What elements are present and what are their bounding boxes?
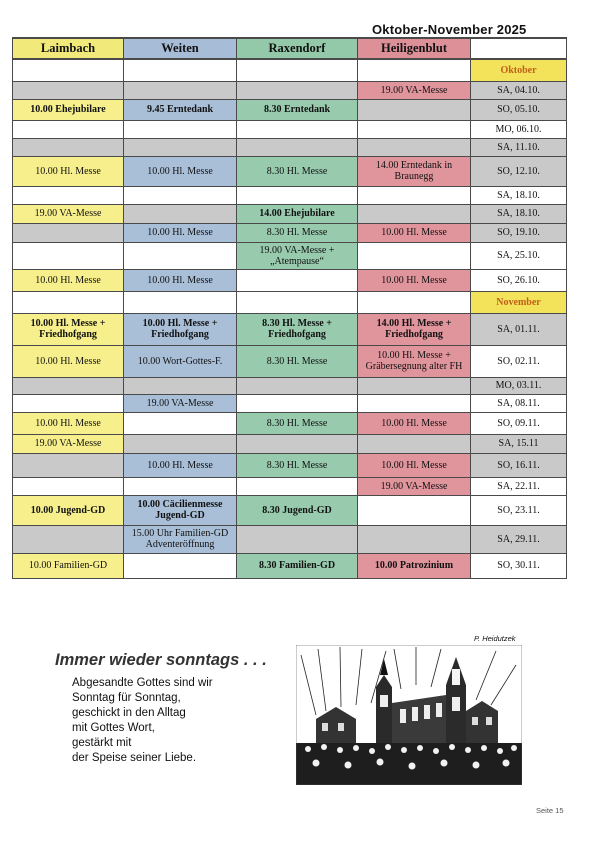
event-cell-heiligenblut — [358, 525, 471, 553]
month-label: Oktober — [471, 59, 567, 81]
event-cell-weiten — [124, 242, 237, 269]
event-cell-heiligenblut — [358, 495, 471, 525]
event-cell-laimbach — [13, 394, 124, 412]
event-cell-weiten — [124, 553, 237, 578]
poem-line: geschickt in den Alltag — [72, 707, 186, 719]
empty-cell — [237, 291, 358, 313]
schedule-body — [13, 59, 567, 578]
event-cell-heiligenblut: 10.00 Hl. Messe — [358, 412, 471, 434]
empty-cell — [237, 59, 358, 81]
date-cell: SA, 11.10. — [471, 138, 567, 156]
event-cell-weiten: 10.00 Hl. Messe — [124, 269, 237, 291]
event-cell-raxendorf: 19.00 VA-Messe + „Atempause“ — [237, 242, 358, 269]
event-cell-weiten — [124, 186, 237, 204]
schedule-row — [13, 453, 567, 477]
month-row — [13, 291, 567, 313]
empty-cell — [13, 59, 124, 81]
date-cell: SA, 01.11. — [471, 313, 567, 345]
empty-cell — [124, 291, 237, 313]
event-cell-laimbach — [13, 525, 124, 553]
event-cell-weiten — [124, 412, 237, 434]
event-cell-raxendorf — [237, 434, 358, 453]
event-cell-weiten: 10.00 Hl. Messe + Friedhofgang — [124, 313, 237, 345]
empty-cell — [358, 291, 471, 313]
event-cell-laimbach — [13, 477, 124, 495]
event-cell-heiligenblut: 10.00 Patrozinium — [358, 553, 471, 578]
event-cell-laimbach — [13, 453, 124, 477]
event-cell-heiligenblut — [358, 99, 471, 120]
poem-line: Abgesandte Gottes sind wir — [72, 677, 213, 689]
event-cell-raxendorf: 8.30 Hl. Messe — [237, 345, 358, 377]
event-cell-laimbach — [13, 81, 124, 99]
event-cell-heiligenblut: 10.00 Hl. Messe — [358, 453, 471, 477]
event-cell-laimbach — [13, 242, 124, 269]
month-row — [13, 59, 567, 81]
event-cell-weiten — [124, 204, 237, 223]
month-label: November — [471, 291, 567, 313]
schedule-row — [13, 156, 567, 186]
event-cell-raxendorf: 8.30 Familien-GD — [237, 553, 358, 578]
event-cell-raxendorf — [237, 81, 358, 99]
schedule-row — [13, 434, 567, 453]
empty-cell — [13, 291, 124, 313]
event-cell-weiten: 9.45 Erntedank — [124, 99, 237, 120]
event-cell-raxendorf: 8.30 Hl. Messe — [237, 412, 358, 434]
event-cell-raxendorf — [237, 394, 358, 412]
event-cell-heiligenblut: 10.00 Hl. Messe — [358, 223, 471, 242]
date-cell: SA, 08.11. — [471, 394, 567, 412]
schedule-row — [13, 138, 567, 156]
event-cell-raxendorf: 8.30 Hl. Messe — [237, 223, 358, 242]
poem-line: gestärkt mit — [72, 737, 132, 749]
event-cell-weiten: 10.00 Cäcilienmesse Jugend-GD — [124, 495, 237, 525]
event-cell-raxendorf — [237, 120, 358, 138]
date-cell: SA, 22.11. — [471, 477, 567, 495]
event-cell-raxendorf: 8.30 Hl. Messe + Friedhofgang — [237, 313, 358, 345]
event-cell-laimbach: 10.00 Jugend-GD — [13, 495, 124, 525]
date-cell: SO, 16.11. — [471, 453, 567, 477]
schedule-row — [13, 242, 567, 269]
event-cell-laimbach: 10.00 Ehejubilare — [13, 99, 124, 120]
schedule-row — [13, 81, 567, 99]
event-cell-heiligenblut — [358, 377, 471, 394]
schedule-table — [12, 37, 567, 579]
date-cell: SA, 18.10. — [471, 186, 567, 204]
event-cell-heiligenblut: 10.00 Hl. Messe — [358, 269, 471, 291]
date-cell: SO, 23.11. — [471, 495, 567, 525]
church-crowd-illustration — [296, 645, 522, 785]
event-cell-weiten — [124, 377, 237, 394]
event-cell-raxendorf: 8.30 Hl. Messe — [237, 453, 358, 477]
page-number: Seite 15 — [536, 806, 564, 815]
column-header-date — [471, 38, 567, 59]
date-cell: SA, 04.10. — [471, 81, 567, 99]
event-cell-laimbach — [13, 377, 124, 394]
event-cell-weiten: 10.00 Wort-Gottes-F. — [124, 345, 237, 377]
event-cell-weiten — [124, 120, 237, 138]
schedule-row — [13, 377, 567, 394]
poem-line: mit Gottes Wort, — [72, 722, 155, 734]
event-cell-laimbach: 10.00 Hl. Messe — [13, 269, 124, 291]
event-cell-weiten: 10.00 Hl. Messe — [124, 156, 237, 186]
event-cell-laimbach — [13, 223, 124, 242]
event-cell-laimbach — [13, 186, 124, 204]
schedule-row — [13, 186, 567, 204]
poem-line: der Speise seiner Liebe. — [72, 752, 197, 764]
event-cell-raxendorf: 14.00 Ehejubilare — [237, 204, 358, 223]
header-row — [13, 38, 567, 59]
schedule-row — [13, 269, 567, 291]
column-header-laimbach: Laimbach — [13, 38, 124, 59]
event-cell-laimbach: 10.00 Hl. Messe + Friedhofgang — [13, 313, 124, 345]
event-cell-weiten — [124, 477, 237, 495]
event-cell-heiligenblut: 19.00 VA-Messe — [358, 81, 471, 99]
event-cell-laimbach: 10.00 Hl. Messe — [13, 345, 124, 377]
date-cell: SO, 02.11. — [471, 345, 567, 377]
event-cell-laimbach — [13, 120, 124, 138]
event-cell-raxendorf — [237, 186, 358, 204]
event-cell-heiligenblut: 14.00 Hl. Messe + Friedhofgang — [358, 313, 471, 345]
event-cell-raxendorf — [237, 477, 358, 495]
event-cell-raxendorf — [237, 138, 358, 156]
event-cell-heiligenblut — [358, 394, 471, 412]
schedule-row — [13, 477, 567, 495]
empty-cell — [124, 59, 237, 81]
event-cell-laimbach: 10.00 Hl. Messe — [13, 412, 124, 434]
event-cell-raxendorf: 8.30 Jugend-GD — [237, 495, 358, 525]
illustration-credit: P. Heidutzek — [474, 634, 516, 643]
event-cell-heiligenblut — [358, 204, 471, 223]
event-cell-weiten — [124, 434, 237, 453]
page-title: Oktober-November 2025 — [372, 22, 527, 37]
date-cell: SO, 09.11. — [471, 412, 567, 434]
schedule-row — [13, 223, 567, 242]
date-cell: SO, 26.10. — [471, 269, 567, 291]
date-cell: SO, 12.10. — [471, 156, 567, 186]
event-cell-heiligenblut — [358, 186, 471, 204]
date-cell: MO, 03.11. — [471, 377, 567, 394]
event-cell-laimbach: 10.00 Familien-GD — [13, 553, 124, 578]
schedule-row — [13, 120, 567, 138]
column-header-raxendorf: Raxendorf — [237, 38, 358, 59]
date-cell: SA, 15.11 — [471, 434, 567, 453]
event-cell-heiligenblut: 10.00 Hl. Messe + Gräbersegnung alter FH — [358, 345, 471, 377]
date-cell: SA, 25.10. — [471, 242, 567, 269]
event-cell-heiligenblut — [358, 434, 471, 453]
schedule-row — [13, 553, 567, 578]
event-cell-laimbach — [13, 138, 124, 156]
event-cell-heiligenblut — [358, 242, 471, 269]
event-cell-weiten: 15.00 Uhr Familien-GD Adventeröffnung — [124, 525, 237, 553]
event-cell-weiten: 10.00 Hl. Messe — [124, 223, 237, 242]
event-cell-weiten: 19.00 VA-Messe — [124, 394, 237, 412]
schedule-row — [13, 394, 567, 412]
event-cell-raxendorf: 8.30 Erntedank — [237, 99, 358, 120]
event-cell-heiligenblut — [358, 138, 471, 156]
date-cell: MO, 06.10. — [471, 120, 567, 138]
schedule-row — [13, 412, 567, 434]
event-cell-raxendorf: 8.30 Hl. Messe — [237, 156, 358, 186]
schedule-row — [13, 204, 567, 223]
schedule-row — [13, 99, 567, 120]
event-cell-heiligenblut — [358, 120, 471, 138]
event-cell-raxendorf — [237, 269, 358, 291]
schedule-row — [13, 495, 567, 525]
date-cell: SO, 05.10. — [471, 99, 567, 120]
date-cell: SA, 29.11. — [471, 525, 567, 553]
column-header-heiligenblut: Heiligenblut — [358, 38, 471, 59]
event-cell-laimbach: 19.00 VA-Messe — [13, 204, 124, 223]
slogan-heading: Immer wieder sonntags . . . — [55, 651, 267, 669]
date-cell: SA, 18.10. — [471, 204, 567, 223]
date-cell: SO, 30.11. — [471, 553, 567, 578]
schedule-row — [13, 525, 567, 553]
event-cell-heiligenblut: 19.00 VA-Messe — [358, 477, 471, 495]
empty-cell — [358, 59, 471, 81]
column-header-weiten: Weiten — [124, 38, 237, 59]
date-cell: SO, 19.10. — [471, 223, 567, 242]
event-cell-heiligenblut: 14.00 Erntedank in Braunegg — [358, 156, 471, 186]
event-cell-laimbach: 10.00 Hl. Messe — [13, 156, 124, 186]
event-cell-raxendorf — [237, 525, 358, 553]
event-cell-laimbach: 19.00 VA-Messe — [13, 434, 124, 453]
event-cell-raxendorf — [237, 377, 358, 394]
event-cell-weiten — [124, 138, 237, 156]
schedule-row — [13, 345, 567, 377]
schedule-row — [13, 313, 567, 345]
poem-text — [72, 676, 213, 766]
event-cell-weiten — [124, 81, 237, 99]
event-cell-weiten: 10.00 Hl. Messe — [124, 453, 237, 477]
poem-line: Sonntag für Sonntag, — [72, 692, 181, 704]
